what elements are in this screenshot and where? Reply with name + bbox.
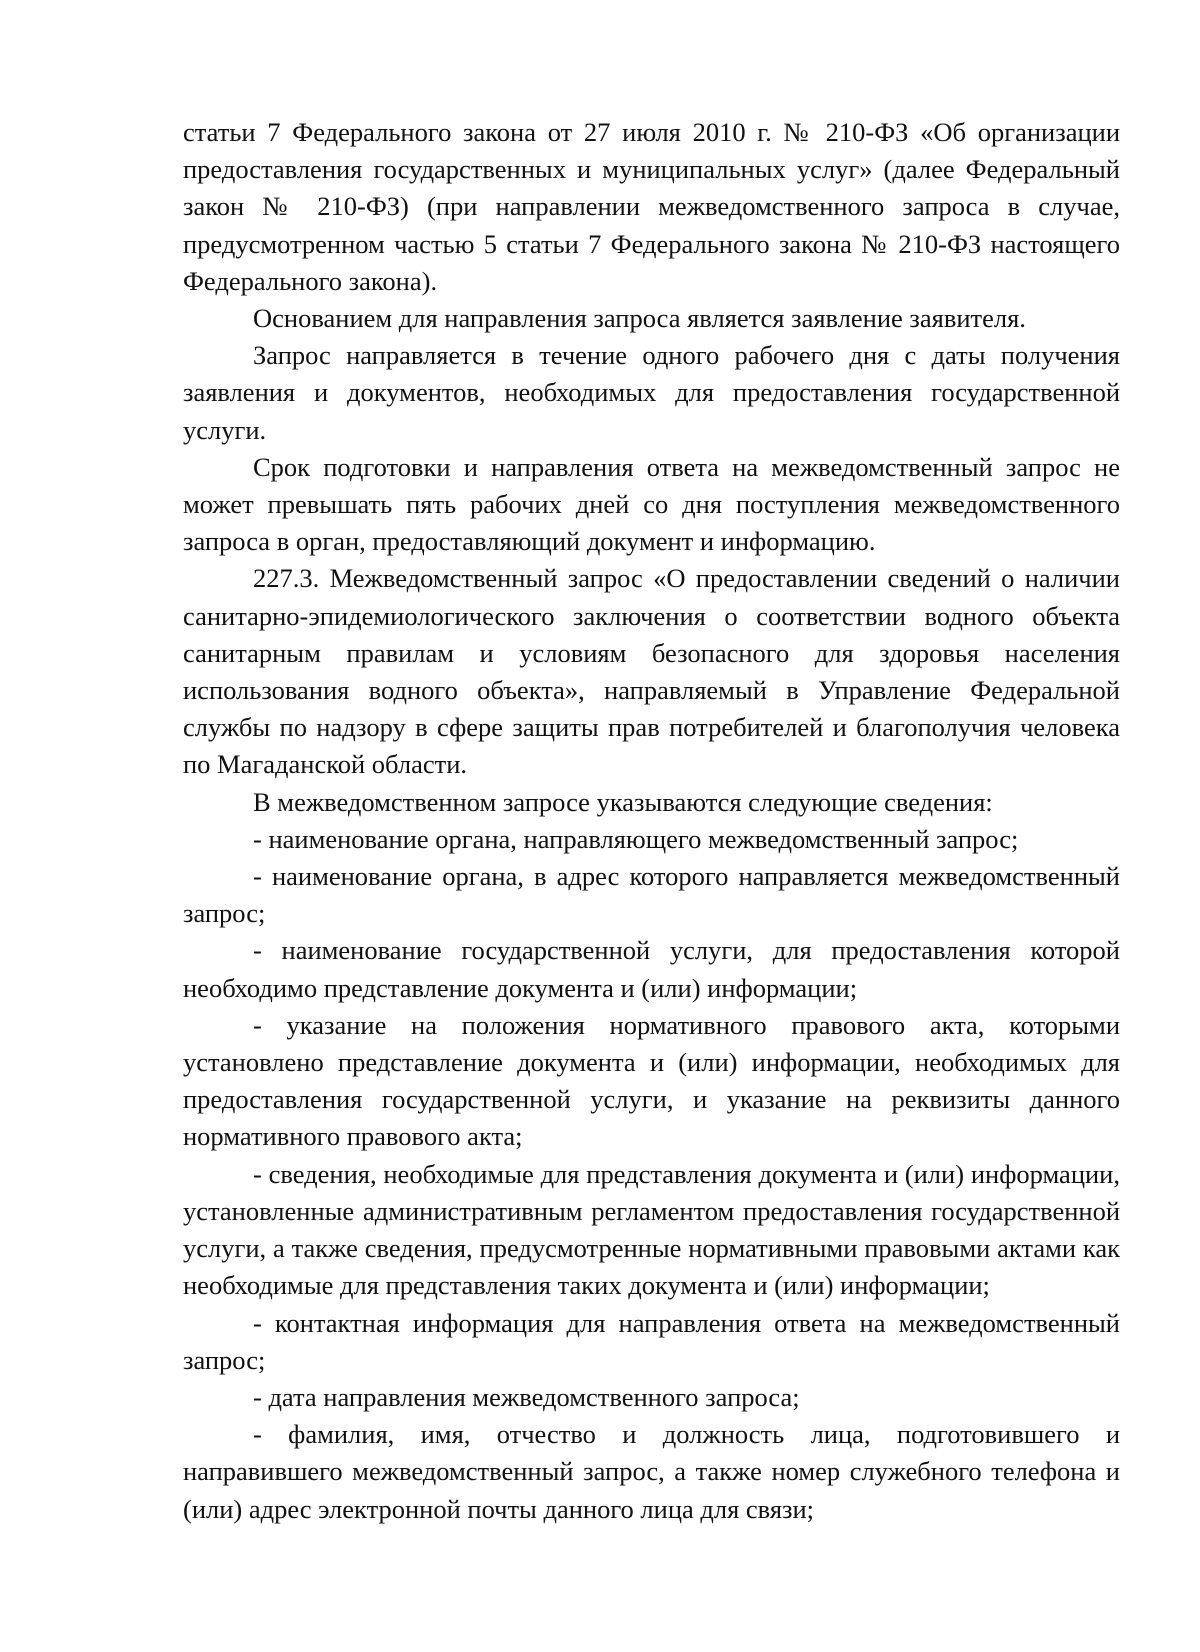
- list-item-service-name: - наименование государственной услуги, для предоставления которой необходимо представление документа и (или) информации;: [183, 935, 1120, 1003]
- list-item-sender-name: - наименование органа, направляющего межведомственный запрос;: [253, 823, 1019, 854]
- list-item-recipient-name: - наименование органа, в адрес которого направляется межведомственный запрос;: [183, 861, 1120, 929]
- paragraph-article-continuation: статьи 7 Федерального закона от 27 июля 2010 г. № 210-ФЗ «Об организации предоставления государственных и муниципальных услуг» (далее Федеральный закон № 210-ФЗ) (при направлении межведомственного запроса в случае, предусмотренном частью 5 статьи 7 Федерального закона № 210-ФЗ настоящего Федерального закона).: [183, 117, 1120, 296]
- paragraph-response-deadline: Срок подготовки и направления ответа на межведомственный запрос не может превышать пять рабочих дней со дня поступления межведомственного запроса в орган, предоставляющий документ и информацию.: [183, 451, 1120, 557]
- paragraph-basis: Основанием для направления запроса является заявление заявителя.: [253, 303, 1026, 334]
- document-body: [183, 114, 1120, 1528]
- paragraph-request-contents-intro: В межведомственном запросе указываются следующие сведения:: [253, 786, 993, 817]
- list-item-contact-info: - контактная информация для направления ответа на межведомственный запрос;: [183, 1307, 1120, 1375]
- list-item-request-date: - дата направления межведомственного запроса;: [253, 1381, 800, 1412]
- list-item-responsible-person: - фамилия, имя, отчество и должность лица, подготовившего и направившего межведомственный запрос, а также номер служебного телефона и (или) адрес электронной почты данного лица для связи;: [183, 1419, 1120, 1524]
- paragraph-request-deadline: Запрос направляется в течение одного рабочего дня с даты получения заявления и документов, необходимых для предоставления государственной услуги.: [183, 340, 1120, 445]
- list-item-required-info: - сведения, необходимые для представления документа и (или) информации, установленные административным регламентом предоставления государственной услуги, а также сведения, предусмотренные нормативными правовыми актами как необходимые для представления таких документа и (или) информации;: [183, 1158, 1120, 1301]
- paragraph-section-227-3: 227.3. Межведомственный запрос «О предоставлении сведений о наличии санитарно-эпидемиологического заключения о соответствии водного объекта санитарным правилам и условиям безопасного для здоровья населения использования водного объекта», направляемый в Управление Федеральной службы по надзору в сфере защиты прав потребителей и благополучия человека по Магаданской области.: [183, 563, 1120, 780]
- list-item-legal-act: - указание на положения нормативного правового акта, которыми установлено представление документа и (или) информации, необходимых для предоставления государственной услуги, и указание на реквизиты данного нормативного правового акта;: [183, 1009, 1120, 1152]
